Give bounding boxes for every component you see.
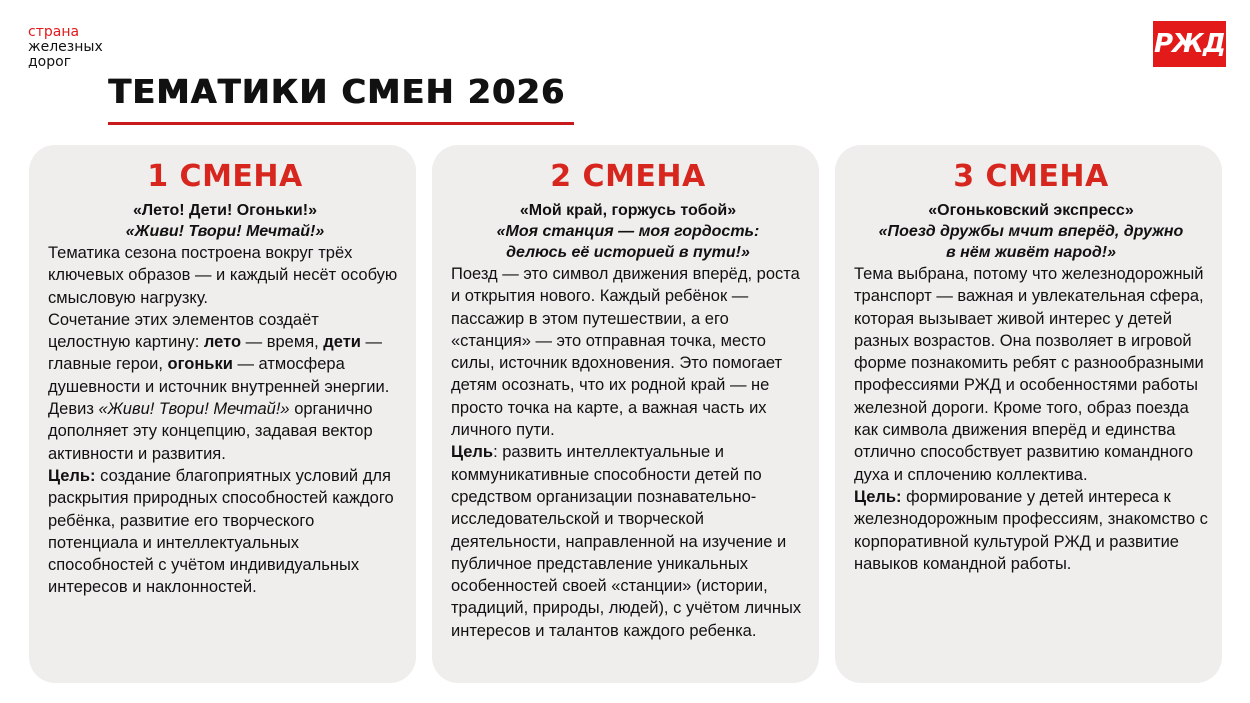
shift-subtitle: «Лето! Дети! Огоньки!»: [133, 202, 317, 219]
title-underline: [108, 122, 574, 125]
description-paragraph: Тема выбрана, потому что железнодорожный транспорт — важная и увлекательная сфера, которая вызывает живой интерес у детей разных возрастов. Она позволяет в игровой форме познакомить ребят с разнообразными профессиями РЖД и особенностями работы железной дороги. Кроме того, образ поезда как символа движения вперёд и единства отлично способствует развитию командного духа и сплочению коллектива.: [854, 265, 1204, 484]
shift-description: [48, 242, 402, 599]
shift-card-2: [432, 145, 819, 683]
brand-line-2: железных: [28, 39, 103, 55]
motto-line: делюсь её историей в пути!»: [506, 244, 750, 261]
description-paragraph: Тематика сезона построена вокруг трёх ключевых образов — и каждый несёт особую смысловую нагрузку.: [48, 244, 398, 307]
shift-heading: 3 СМЕНА: [953, 159, 1109, 194]
shift-motto: [451, 221, 805, 263]
shift-heading: 2 СМЕНА: [550, 159, 706, 194]
keyword-summer: лето: [203, 333, 242, 352]
shift-card-3: [835, 145, 1222, 683]
keyword-lights: огоньки: [167, 355, 233, 374]
shift-subtitle: «Мой край, горжусь тобой»: [519, 202, 737, 219]
brand-wordmark: [28, 25, 103, 70]
motto-line: «Моя станция — моя гордость:: [496, 223, 760, 240]
description-paragraph: Сочетание этих элементов создаёт целостную картину: лето — время, дети — главные герои, огоньки — атмосфера душевности и источник внутренней энергии. Девиз «Живи! Твори! Мечтай!» органично дополняет эту концепцию, задавая вектор активности и развития.: [48, 310, 390, 463]
rzd-logo-text: РЖД: [1153, 29, 1226, 59]
shift-motto: «Живи! Твори! Мечтай!»: [125, 223, 325, 240]
shift-description: [451, 263, 805, 642]
inline-motto: «Живи! Твори! Мечтай!»: [98, 400, 290, 419]
goal-label: Цель: [451, 443, 494, 462]
brand-line-1: страна: [28, 24, 80, 40]
goal-paragraph: Цель: развить интеллектуальные и коммуникативные способности детей по средством организации познавательно-исследовательской и творческой деятельности, направленной на изучение и публичное представление уникальных особенностей своей «станции» (истории, традиций, природы, людей), с учётом личных интересов и талантов каждого ребенка.: [451, 443, 802, 640]
goal-label: Цель:: [48, 466, 96, 485]
goal-paragraph: Цель: формирование у детей интереса к железнодорожным профессиям, знакомство с корпоративной культурой РЖД и развитие навыков командной работы.: [854, 487, 1208, 573]
rzd-logo: [1153, 21, 1226, 67]
goal-label: Цель:: [854, 487, 902, 506]
shift-heading: 1 СМЕНА: [147, 159, 303, 194]
description-paragraph: Поезд — это символ движения вперёд, роста и открытия нового. Каждый ребёнок — пассажир в этом путешествии, а его «станция» — это отправная точка, место силы, источник вдохновения. Это помогает детям осознать, что их родной край — не просто точка на карте, а важная часть их личного пути.: [451, 265, 800, 440]
brand-line-3: дорог: [28, 54, 72, 70]
motto-line: «Поезд дружбы мчит вперёд, дружно: [878, 223, 1184, 240]
page-title: ТЕМАТИКИ СМЕН 2026: [108, 72, 566, 111]
goal-paragraph: Цель: создание благоприятных условий для раскрытия природных способностей каждого ребёнка, развитие его творческого потенциала и интеллектуальных способностей с учётом индивидуальных интересов и наклонностей.: [48, 466, 394, 597]
keyword-children: дети: [323, 333, 361, 352]
shift-description: [854, 263, 1208, 575]
shift-subtitle: «Огоньковский экспресс»: [928, 202, 1134, 219]
motto-line: в нём живёт народ!»: [946, 244, 1116, 261]
shift-motto: [854, 221, 1208, 263]
shift-card-1: [29, 145, 416, 683]
